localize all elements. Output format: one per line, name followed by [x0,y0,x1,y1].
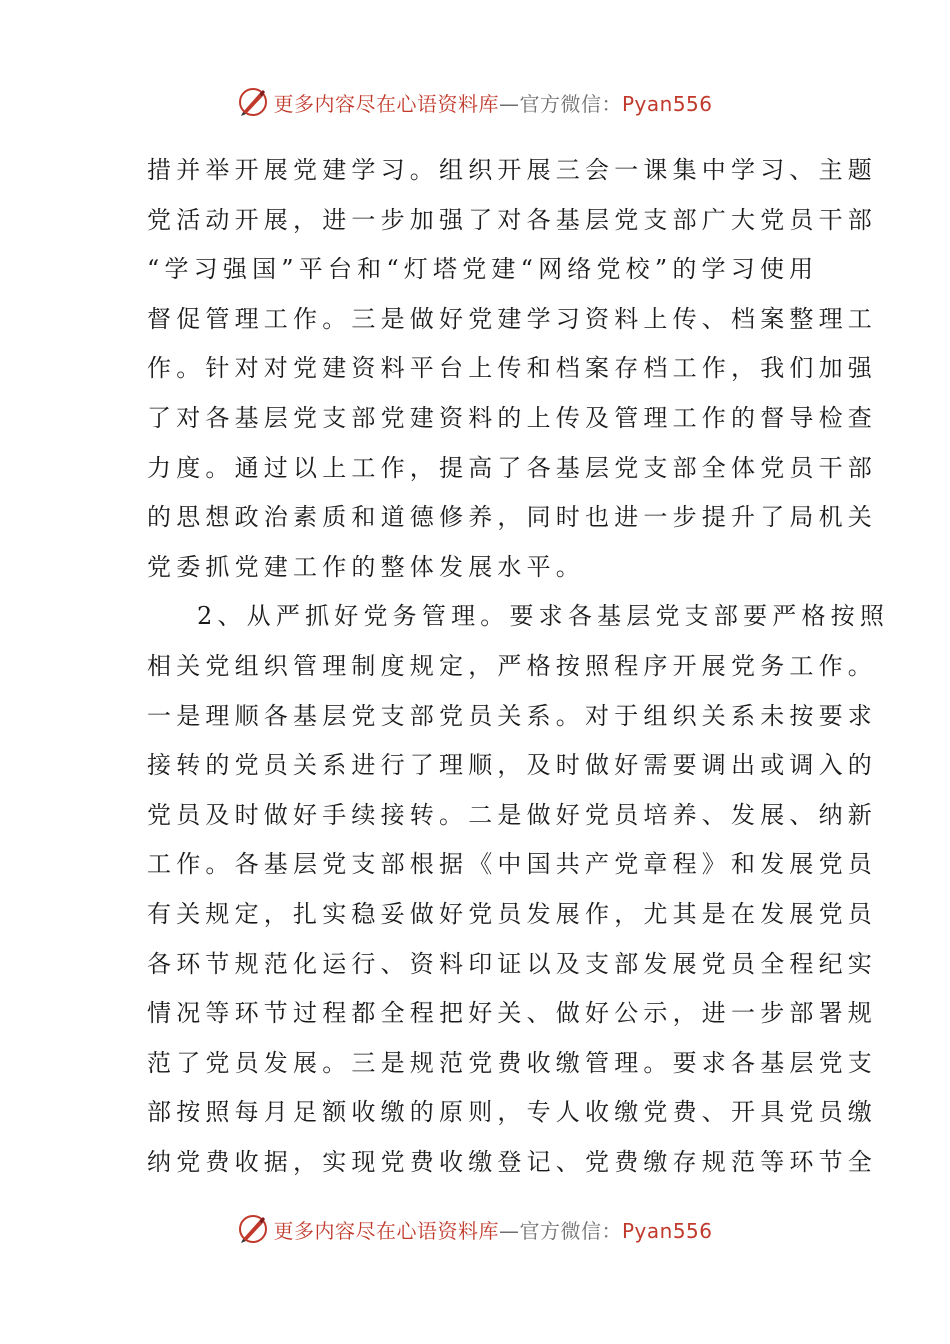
text-line: 纳党费收据，实现党费收缴登记、党费缴存规范等环节全 [147,1147,877,1176]
text-line: 接转的党员关系进行了理顺，及时做好需要调出或调入的 [147,751,877,780]
text-line: 了对各基层党支部党建资料的上传及管理工作的督导检查 [147,403,877,432]
brand-text: 更多内容尽在心语资料库 [273,1218,499,1243]
wechat-id: Pyan556 [621,91,713,116]
footer-banner [0,1209,950,1249]
text-line: 部按照每月足额收缴的原则，专人收缴党费、开具党员缴 [147,1098,877,1127]
text-line: 有关规定，扎实稳妥做好党员发展作，尤其是在发展党员 [147,899,877,928]
wechat-id: Pyan556 [621,1218,713,1243]
document-body [147,146,890,1187]
text-line: 情况等环节过程都全程把好关、做好公示，进一步部署规 [147,999,877,1028]
wechat-label: 官方微信： [519,1218,622,1243]
text-line: 各环节规范化运行、资料印证以及支部发展党员全程纪实 [147,949,877,978]
separator: — [498,1218,520,1243]
pen-logo-icon [237,86,269,118]
text-line: 的思想政治素质和道德修养，同时也进一步提升了局机关 [147,503,877,532]
text-line: 相关党组织管理制度规定，严格按照程序开展党务工作。 [147,651,877,680]
text-line: 党委抓党建工作的整体发展水平。 [147,552,585,581]
separator: — [498,91,520,116]
text-line: 一是理顺各基层党支部党员关系。对于组织关系未按要求 [147,701,877,730]
text-line: 党活动开展，进一步加强了对各基层党支部广大党员干部 [147,205,877,234]
header-banner [0,82,950,122]
text-line: 作。针对对党建资料平台上传和档案存档工作，我们加强 [147,354,877,383]
text-line: 工作。各基层党支部根据《中国共产党章程》和发展党员 [147,850,877,879]
text-line: 力度。通过以上工作，提高了各基层党支部全体党员干部 [147,453,877,482]
text-line: 措并举开展党建学习。组织开展三会一课集中学习、主题 [147,156,877,184]
wechat-label: 官方微信： [519,91,622,116]
paragraph-start-line: 2、从严抓好党务管理。要求各基层党支部要严格按照 [197,602,890,631]
text-line: 党员及时做好手续接转。二是做好党员培养、发展、纳新 [147,800,877,829]
text-line: 督促管理工作。三是做好党建学习资料上传、档案整理工 [147,304,877,333]
pen-logo-icon [237,1213,269,1245]
brand-text: 更多内容尽在心语资料库 [273,91,499,116]
text-line: 范了党员发展。三是规范党费收缴管理。要求各基层党支 [147,1048,877,1077]
text-line: “学习强国”平台和“灯塔党建“网络党校”的学习使用 [147,255,819,284]
